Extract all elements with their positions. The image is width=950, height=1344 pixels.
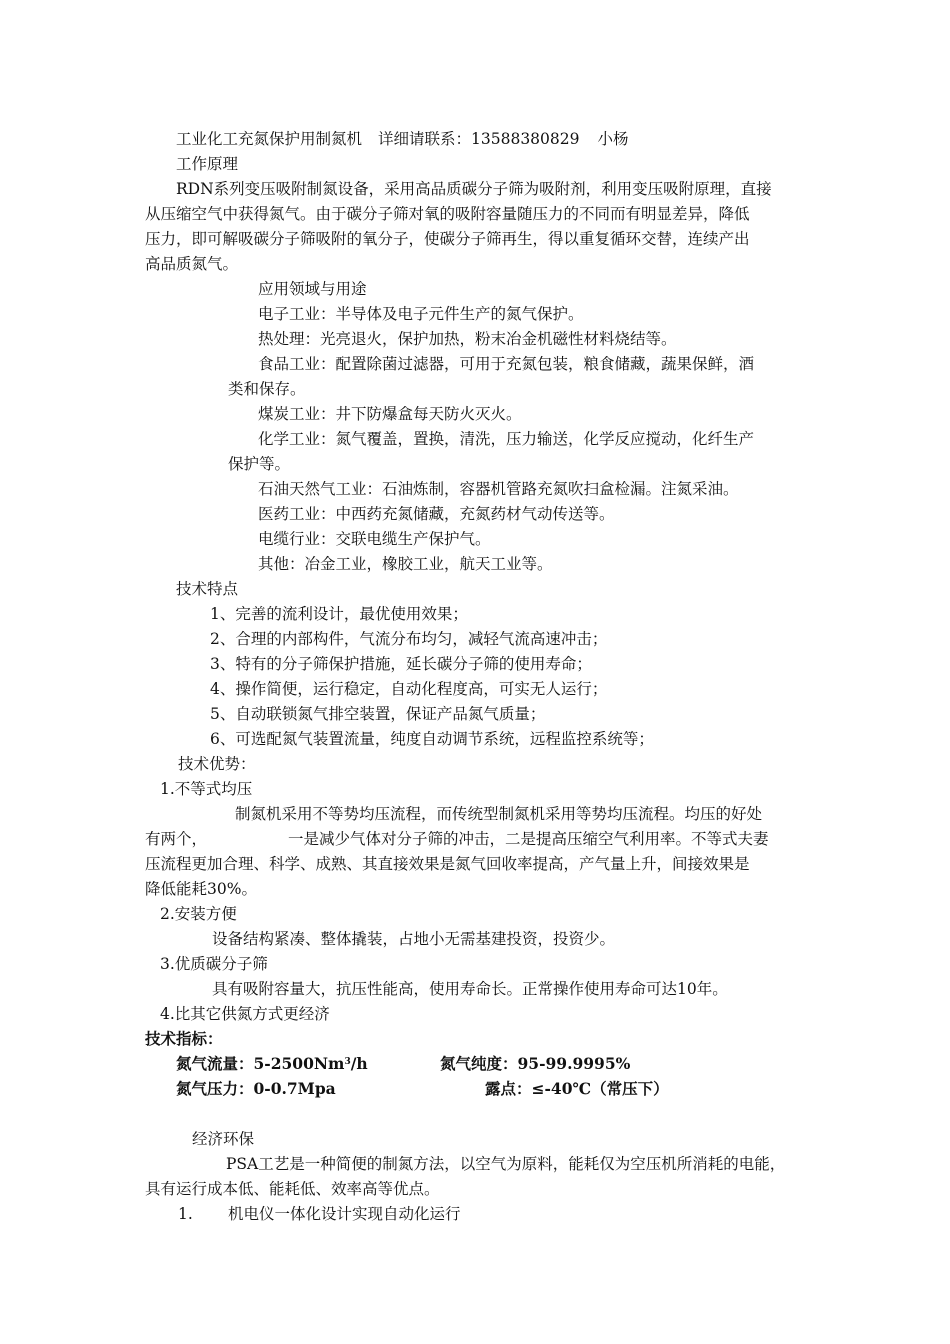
contact-info: 详细请联系：13588380829 <box>378 130 580 148</box>
feature-item-2: 2、合理的内部构件，气流分布均匀，减轻气流高速冲击； <box>210 630 608 648</box>
application-food-cont: 类和保存。 <box>228 380 306 398</box>
advantage-1-title: 1.不等式均压 <box>160 780 253 798</box>
advantage-1-line-4: 降低能耗30%。 <box>145 880 257 898</box>
application-chemical: 化学工业：氮气覆盖，置换，清洗，压力输送，化学反应搅动，化纤生产 <box>258 430 755 448</box>
features-heading: 技术特点 <box>176 580 239 598</box>
feature-item-5: 5、自动联锁氮气排空装置，保证产品氮气质量； <box>210 705 546 723</box>
economy-line-1: PSA工艺是一种简便的制氮方法，以空气为原料，能耗仅为空压机所消耗的电能， <box>226 1155 786 1173</box>
advantage-3-title: 3.优质碳分子筛 <box>160 955 268 973</box>
principle-line-2: 从压缩空气中获得氮气。由于碳分子筛对氧的吸附容量随压力的不同而有明显差异，降低 <box>145 205 750 223</box>
principle-heading: 工作原理 <box>176 155 239 173</box>
advantages-heading: 技术优势： <box>178 755 256 773</box>
feature-item-4: 4、操作简便，运行稳定，自动化程度高，可实无人运行； <box>210 680 608 698</box>
principle-line-1: RDN系列变压吸附制氮设备，采用高品质碳分子筛为吸附剂，利用变压吸附原理，直接 <box>176 180 772 198</box>
header-line <box>176 127 629 151</box>
economy-item-1-text: 机电仪一体化设计实现自动化运行 <box>228 1205 461 1223</box>
spec-pressure: 氮气压力：0-0.7Mpa <box>176 1079 336 1098</box>
economy-item-1-number: 1. <box>178 1205 193 1223</box>
application-heat-treatment: 热处理：光亮退火，保护加热，粉末冶金机磁性材料烧结等。 <box>258 330 677 348</box>
application-electronics: 电子工业：半导体及电子元件生产的氮气保护。 <box>258 305 584 323</box>
application-pharma: 医药工业：中西药充氮储藏，充氮药材气动传送等。 <box>258 505 615 523</box>
spec-purity: 氮气纯度：95-99.9995% <box>440 1054 631 1073</box>
contact-person: 小杨 <box>597 130 629 148</box>
economy-line-2: 具有运行成本低、能耗低、效率高等优点。 <box>145 1180 440 1198</box>
application-food: 食品工业：配置除菌过滤器，可用于充氮包装，粮食储藏，蔬果保鲜，酒 <box>258 355 755 373</box>
advantage-1-line-2b: 一是减少气体对分子筛的冲击，二是提高压缩空气利用率。不等式夫妻 <box>288 830 769 848</box>
document-title: 工业化工充氮保护用制氮机 <box>176 130 363 148</box>
application-chemical-cont: 保护等。 <box>228 455 291 473</box>
advantage-4-title: 4.比其它供氮方式更经济 <box>160 1005 330 1023</box>
advantage-3-text: 具有吸附容量大，抗压性能高，使用寿命长。正常操作使用寿命可达10年。 <box>212 980 728 998</box>
feature-item-6: 6、可选配氮气装置流量，纯度自动调节系统，远程监控系统等； <box>210 730 654 748</box>
spec-dew-point: 露点：≤-40℃（常压下） <box>485 1079 669 1098</box>
advantage-2-text: 设备结构紧凑、整体撬装，占地小无需基建投资，投资少。 <box>212 930 616 948</box>
spec-flow <box>176 1052 368 1076</box>
feature-item-3: 3、特有的分子筛保护措施，延长碳分子筛的使用寿命； <box>210 655 592 673</box>
advantage-1-line-1: 制氮机采用不等势均压流程，而传统型制氮机采用等势均压流程。均压的好处 <box>235 805 763 823</box>
economy-heading: 经济环保 <box>192 1130 255 1148</box>
specs-heading: 技术指标： <box>145 1029 223 1048</box>
feature-item-1: 1、完善的流利设计，最优使用效果； <box>210 605 468 623</box>
application-other: 其他：冶金工业，橡胶工业，航天工业等。 <box>258 555 553 573</box>
advantage-1-line-2a: 有两个， <box>145 830 208 848</box>
spec-flow-label: 氮气流量：5-2500Nm <box>176 1054 345 1073</box>
application-coal: 煤炭工业：井下防爆盒每天防火灭火。 <box>258 405 522 423</box>
advantage-1-line-3: 压流程更加合理、科学、成熟、其直接效果是氮气回收率提高，产气量上升，间接效果是 <box>145 855 750 873</box>
applications-heading: 应用领域与用途 <box>258 280 367 298</box>
application-petroleum: 石油天然气工业：石油炼制，容器机管路充氮吹扫盒检漏。注氮采油。 <box>258 480 739 498</box>
spec-flow-sup: 3 <box>344 1057 351 1067</box>
principle-line-4: 高品质氮气。 <box>145 255 239 273</box>
principle-line-3: 压力，即可解吸碳分子筛吸附的氧分子，使碳分子筛再生，得以重复循环交替，连续产出 <box>145 230 750 248</box>
application-cable: 电缆行业：交联电缆生产保护气。 <box>258 530 491 548</box>
spec-flow-unit: /h <box>350 1054 368 1073</box>
advantage-2-title: 2.安装方便 <box>160 905 237 923</box>
